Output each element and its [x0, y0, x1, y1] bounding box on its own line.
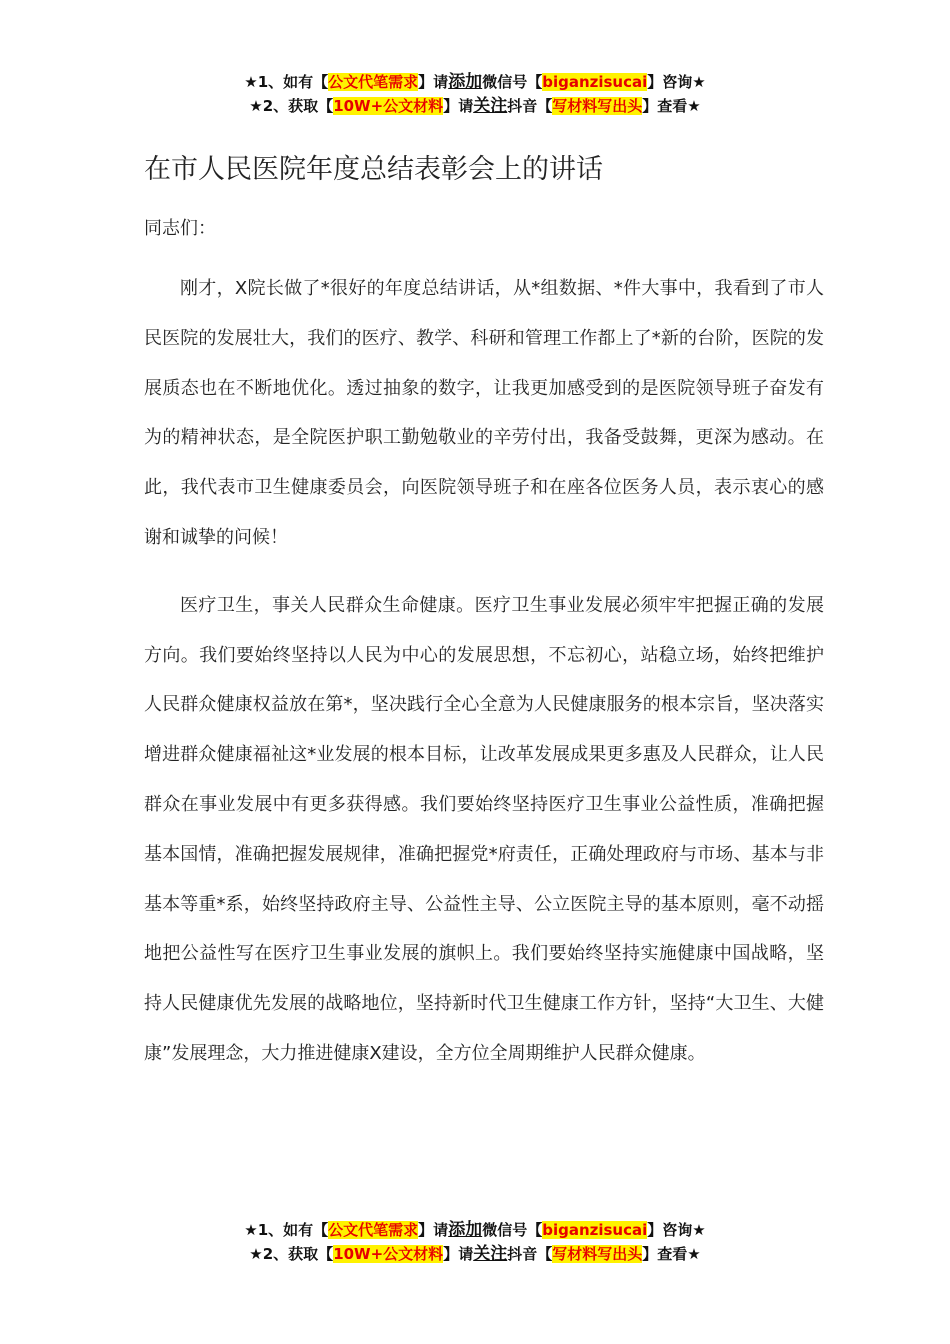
- greeting: 同志们：: [144, 218, 216, 239]
- banner-text: 抖音【: [507, 97, 553, 115]
- banner-highlight: 10W+公文材料: [333, 97, 444, 115]
- banner-text: 微信号【: [482, 1221, 543, 1239]
- banner-emphasis: 关注: [473, 96, 508, 116]
- banner-wechat-id: biganzisucai: [542, 1221, 648, 1239]
- banner-text: 】请: [443, 97, 474, 115]
- banner-text: ★2、获取【: [249, 97, 334, 115]
- document-title: 在市人民医院年度总结表彰会上的讲话: [144, 154, 603, 185]
- banner-text: 】查看★: [642, 97, 701, 115]
- paragraph-2: 医疗卫生，事关人民群众生命健康。医疗卫生事业发展必须牢牢把握正确的发展方向。我们要始终坚持以人民为中心的发展思想，不忘初心，站稳立场，始终把维护人民群众健康权益放在第*，坚决践行全心全意为人民健康服务的根本宗旨，坚决落实增进群众健康福祉这*业发展的根本目标，让改革发展成果更多惠及人民群众，让人民群众在事业发展中有更多获得感。我们要始终坚持医疗卫生事业公益性质，准确把握基本国情，准确把握发展规律，准确把握党*府责任，正确处理政府与市场、基本与非基本等重*系，始终坚持政府主导、公益性主导、公立医院主导的基本原则，毫不动摇地把公益性写在医疗卫生事业发展的旗帜上。我们要始终坚持实施健康中国战略，坚持人民健康优先发展的战略地位，坚持新时代卫生健康工作方针，坚持“大卫生、大健康”发展理念，大力推进健康X建设，全方位全周期维护人民群众健康。: [144, 594, 824, 1064]
- banner-emphasis: 添加: [448, 1220, 483, 1240]
- banner-douyin-name: 写材料写出头: [552, 97, 643, 115]
- document-body: [144, 148, 824, 1097]
- banner-line-2: [0, 94, 950, 118]
- banner-line-1: [0, 70, 950, 94]
- banner-line-2: [0, 1242, 950, 1266]
- banner-line-1: [0, 1218, 950, 1242]
- banner-emphasis: 添加: [448, 72, 483, 92]
- banner-highlight: 公文代笔需求: [328, 1221, 419, 1239]
- banner-text: 】请: [418, 73, 449, 91]
- banner-text: 】咨询★: [647, 73, 706, 91]
- banner-text: 】请: [418, 1221, 449, 1239]
- banner-highlight: 公文代笔需求: [328, 73, 419, 91]
- banner-text: ★1、如有【: [244, 1221, 329, 1239]
- footer-banner: [0, 1218, 950, 1266]
- banner-emphasis: 关注: [473, 1244, 508, 1264]
- paragraph-1: 刚才，X院长做了*很好的年度总结讲话，从*组数据、*件大事中，我看到了市人民医院的发展壮大，我们的医疗、教学、科研和管理工作都上了*新的台阶，医院的发展质态也在不断地优化。透过抽象的数字，让我更加感受到的是医院领导班子奋发有为的精神状态，是全院医护职工勤勉敬业的辛劳付出，我备受鼓舞，更深为感动。在此，我代表市卫生健康委员会，向医院领导班子和在座各位医务人员，表示衷心的感谢和诚挚的问候！: [144, 278, 824, 548]
- header-banner: [0, 70, 950, 118]
- banner-douyin-name: 写材料写出头: [552, 1245, 643, 1263]
- banner-wechat-id: biganzisucai: [542, 73, 648, 91]
- banner-text: 】查看★: [642, 1245, 701, 1263]
- banner-highlight: 10W+公文材料: [333, 1245, 444, 1263]
- banner-text: 抖音【: [507, 1245, 553, 1263]
- banner-text: 】咨询★: [647, 1221, 706, 1239]
- banner-text: ★1、如有【: [244, 73, 329, 91]
- banner-text: 微信号【: [482, 73, 543, 91]
- banner-text: ★2、获取【: [249, 1245, 334, 1263]
- banner-text: 】请: [443, 1245, 474, 1263]
